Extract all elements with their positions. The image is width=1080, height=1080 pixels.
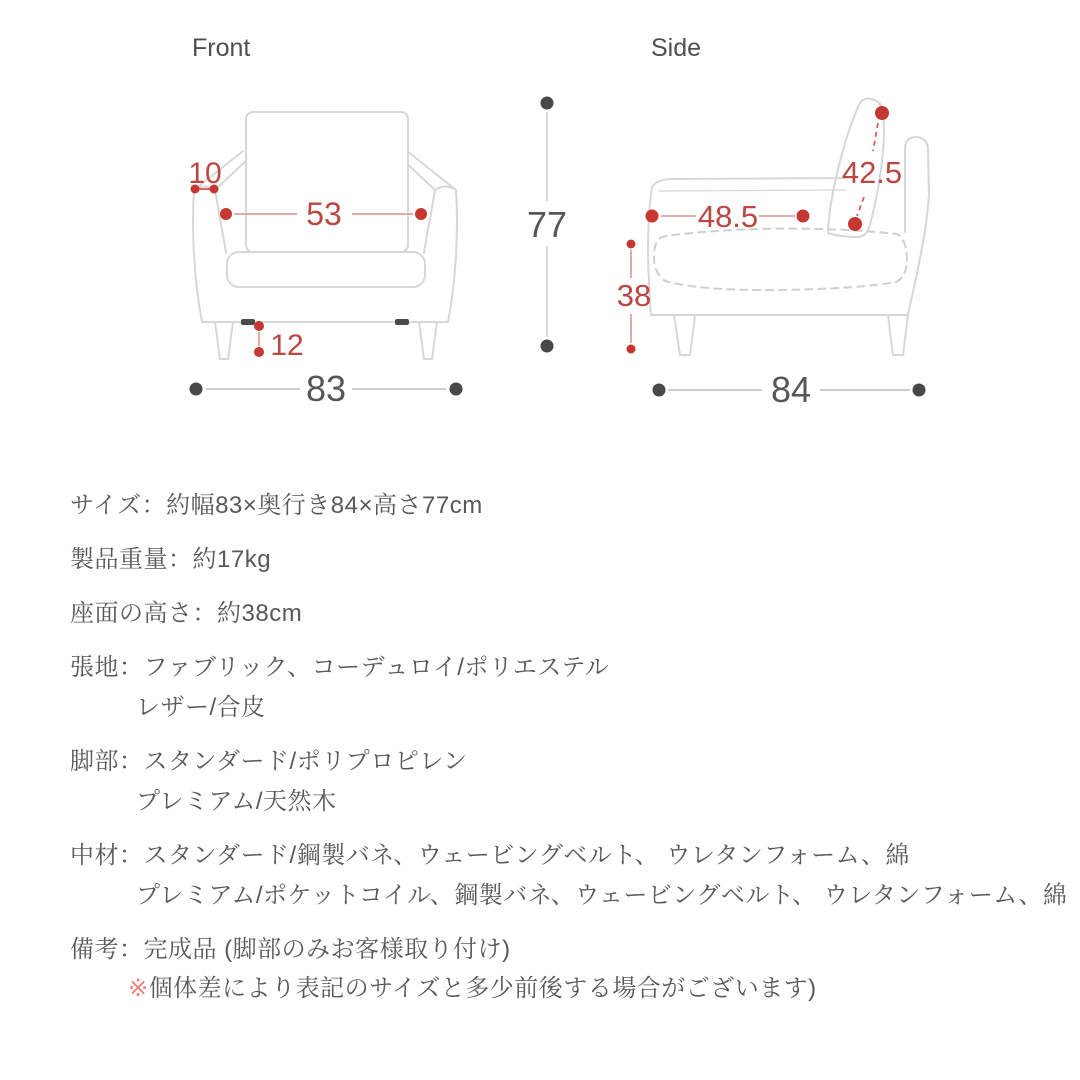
side-seat-cushion-dashed xyxy=(654,229,907,291)
side-dim-total-height xyxy=(527,97,567,353)
front-right-arm-outer-edge xyxy=(448,190,457,322)
spec-size: サイズ：約幅83×奥行き84×高さ77cm xyxy=(70,492,483,519)
front-dim-leg-height-value: 12 xyxy=(270,329,304,362)
side-dim-total-depth-value: 84 xyxy=(770,369,812,410)
side-view-label: Side xyxy=(651,34,702,62)
spec-remarks-note xyxy=(70,975,1060,1002)
front-dim-arm-width-value: 10 xyxy=(188,157,222,190)
side-dim-seat-height xyxy=(617,240,651,354)
front-inner-leg-right xyxy=(395,319,409,325)
front-dim-total-width xyxy=(190,368,463,409)
front-dim-total-width-value: 83 xyxy=(305,368,347,409)
side-arm-top-seam xyxy=(659,190,845,191)
spec-legs-standard: 脚部：スタンダード/ポリプロピレン xyxy=(70,748,468,775)
spec-remarks: 備考：完成品 (脚部のみお客様取り付け) xyxy=(70,936,511,963)
side-dim-total-depth xyxy=(653,369,926,410)
spec-upholstery-leather: レザー/合皮 xyxy=(136,694,266,721)
side-back-leg xyxy=(888,315,908,355)
side-dim-seat-height-value: 38 xyxy=(616,278,652,313)
side-sofa-outline xyxy=(648,99,929,355)
front-dim-leg-height xyxy=(254,321,304,362)
side-front-leg xyxy=(674,315,695,355)
spec-filling-premium: プレミアム/ポケットコイル、鋼製バネ、ウェービングベルト、 ウレタンフォーム、綿 xyxy=(136,882,1068,909)
front-right-arm-inner-edge xyxy=(424,190,435,253)
front-left-arm-outer-edge xyxy=(193,190,202,322)
front-view xyxy=(188,34,462,409)
side-dim-backrest-length-value: 42.5 xyxy=(841,155,903,190)
sofa-dimension-diagram xyxy=(0,0,1080,460)
spec-upholstery: 張地：ファブリック、コーデュロイ/ポリエステル xyxy=(70,654,610,681)
side-back-frame xyxy=(905,137,929,232)
front-dim-arm-width xyxy=(188,157,221,194)
front-seat-cushion xyxy=(227,252,425,287)
front-left-leg xyxy=(215,322,233,359)
side-back-edge xyxy=(908,195,929,315)
front-left-arm-inner-edge xyxy=(215,190,226,253)
front-sofa-outline xyxy=(193,112,457,359)
side-arm-top xyxy=(652,178,846,187)
front-dim-inner-width-value: 53 xyxy=(306,196,342,232)
front-inner-leg-left xyxy=(241,319,255,325)
product-specs xyxy=(70,492,1068,1002)
note-asterisk-mark: ※ xyxy=(128,975,149,1002)
side-dim-inner-depth xyxy=(646,199,810,234)
side-dim-total-height-value: 77 xyxy=(526,204,568,245)
spec-filling-standard: 中材：スタンダード/鋼製バネ、ウェービングベルト、 ウレタンフォーム、綿 xyxy=(70,842,910,869)
front-right-leg xyxy=(419,322,437,359)
spec-legs-premium: プレミアム/天然木 xyxy=(136,788,337,815)
side-view xyxy=(527,34,929,410)
note-text: 個体差により表記のサイズと多少前後する場合がございます) xyxy=(148,975,817,1002)
front-view-label: Front xyxy=(192,34,251,62)
spec-seat-height: 座面の高さ：約38cm xyxy=(70,600,303,627)
side-dim-inner-depth-value: 48.5 xyxy=(697,199,759,234)
spec-weight: 製品重量：約17kg xyxy=(70,546,272,573)
